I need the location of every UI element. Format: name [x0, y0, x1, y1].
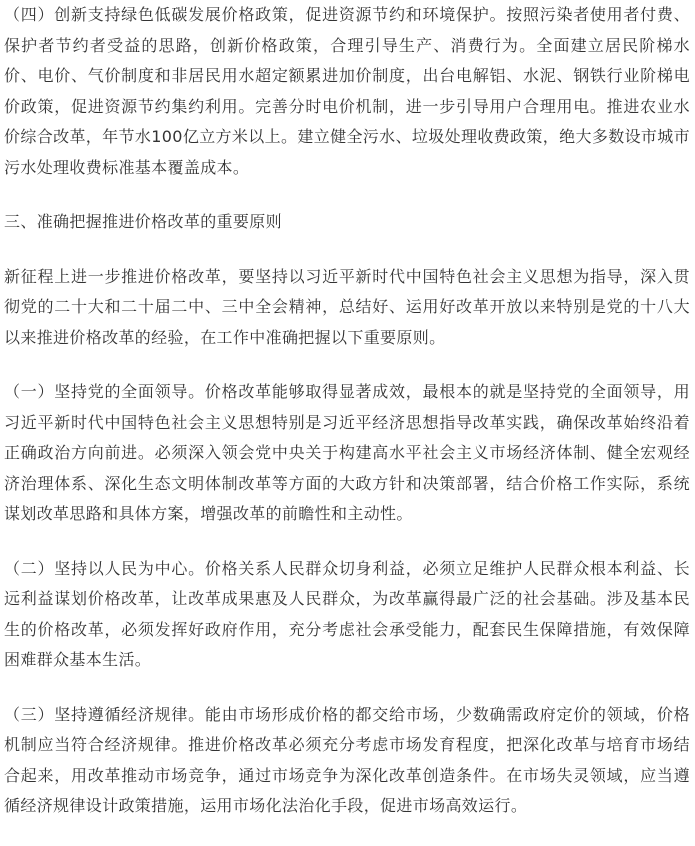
paragraph-green-low-carbon-pricing: （四）创新支持绿色低碳发展价格政策，促进资源节约和环境保护。按照污染者使用者付费、保护者节约者受益的思路，创新价格政策，合理引导生产、消费行为。全面建立居民阶梯水价、电价、气价制度和非居民用水超定额累进加价制度，出台电解铝、水泥、钢铁行业阶梯电价政策，促进资源节约集约利用。完善分时电价机制，进一步引导用户合理用电。推进农业水价综合改革，年节水100亿立方米以上。建立健全污水、垃圾处理收费政策，绝大多数设市城市污水处理收费标准基本覆盖成本。 [4, 5, 690, 177]
paragraph-party-leadership: （一）坚持党的全面领导。价格改革能够取得显著成效，最根本的就是坚持党的全面领导，用习近平新时代中国特色社会主义思想特别是习近平经济思想指导改革实践，确保改革始终沿着正确政治方向前进。必须深入领会党中央关于构建高水平社会主义市场经济体制、健全宏观经济治理体系、深化生态文明体制改革等方面的大政方针和决策部署，结合价格工作实际，系统谋划改革思路和具体方案，增强改革的前瞻性和主动性。 [4, 382, 690, 523]
paragraph-gap [4, 183, 690, 207]
paragraph-gap [4, 353, 690, 377]
section-heading-principles: 三、准确把握推进价格改革的重要原则 [4, 212, 282, 231]
paragraph-economic-laws: （三）坚持遵循经济规律。能由市场形成价格的都交给市场，少数确需政府定价的领域，价格机制应当符合经济规律。推进价格改革必须充分考虑市场发育程度，把深化改革与培育市场结合起来，用改革推动市场竞争，通过市场竞争为深化改革创造条件。在市场失灵领域，应当遵循经济规律设计政策措施，运用市场化法治化手段，促进市场高效运行。 [4, 704, 690, 815]
paragraph-new-journey-intro: 新征程上进一步推进价格改革，要坚持以习近平新时代中国特色社会主义思想为指导，深入贯彻党的二十大和二十届二中、三中全会精神，总结好、运用好改革开放以来特别是党的十八大以来推进价格改革的经验，在工作中准确把握以下重要原则。 [4, 266, 690, 347]
article-body [4, 0, 690, 822]
paragraph-gap [4, 530, 690, 554]
paragraph-people-centered: （二）坚持以人民为中心。价格关系人民群众切身利益，必须立足维护人民群众根本利益、长远利益谋划价格改革，让改革成果惠及人民群众，为改革赢得最广泛的社会基础。涉及基本民生的价格改革，必须发挥好政府作用，充分考虑社会承受能力，配套民生保障措施，有效保障困难群众基本生活。 [4, 558, 690, 669]
paragraph-gap [4, 676, 690, 700]
paragraph-gap [4, 238, 690, 262]
